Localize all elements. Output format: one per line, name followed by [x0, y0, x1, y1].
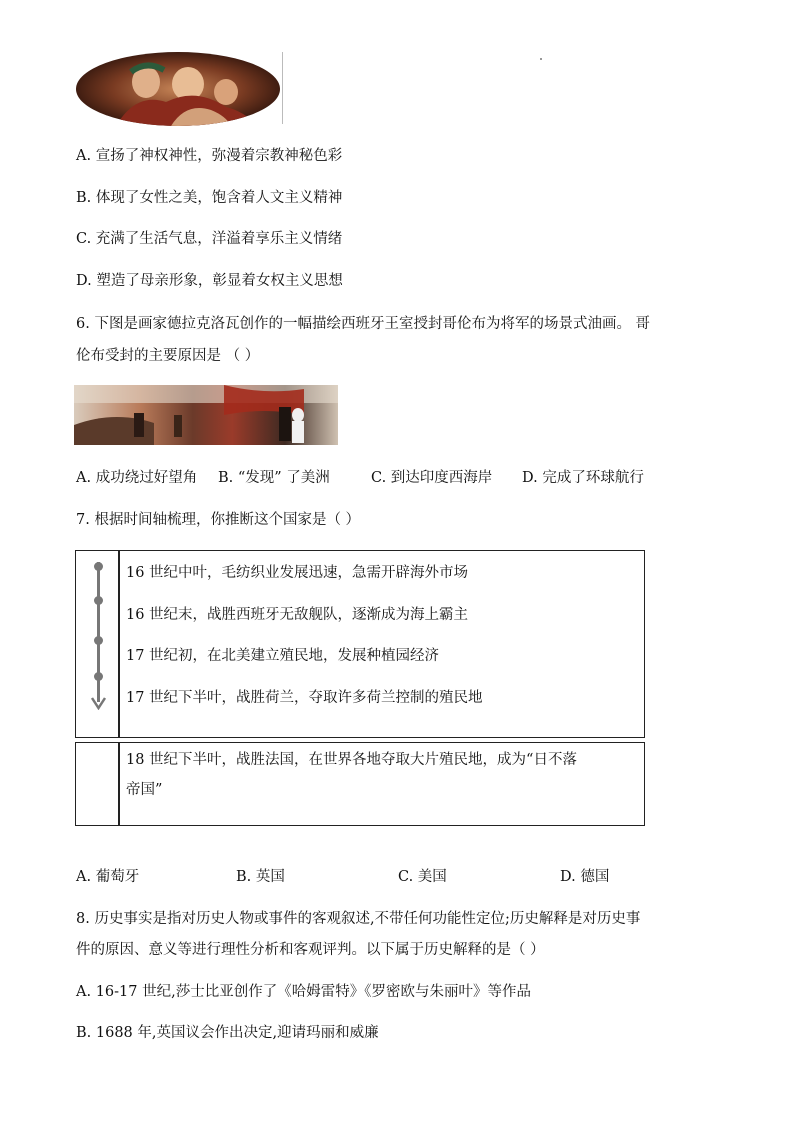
stray-dot	[540, 58, 542, 60]
q5-option-b: B. 体现了女性之美，饱含着人文主义精神	[76, 190, 343, 206]
q5-option-a: A. 宣扬了神权神性，弥漫着宗教神秘色彩	[76, 148, 343, 164]
timeline-entry-5-line1: 18 世纪下半叶，战胜法国，在世界各地夺取大片殖民地，成为“日不落	[126, 752, 577, 768]
timeline-entry-1: 16 世纪中叶，毛纺织业发展迅速，急需开辟海外市场	[126, 565, 469, 581]
timeline-arrow-down-icon	[90, 696, 107, 710]
q6-option-a: A. 成功绕过好望角	[76, 470, 198, 486]
timeline-axis	[97, 562, 100, 702]
timeline-dot-3	[94, 636, 103, 645]
q5-option-d: D. 塑造了母亲形象，彰显着女权主义思想	[76, 273, 343, 289]
q7-stem: 7. 根据时间轴梳理，你推断这个国家是（ ）	[76, 512, 361, 528]
q6-option-d: D. 完成了环球航行	[522, 470, 644, 486]
q8-option-b: B. 1688 年,英国议会作出决定,迎请玛丽和威廉	[76, 1025, 379, 1041]
q7-option-b: B. 英国	[236, 869, 285, 885]
columbus-painting-image	[74, 385, 338, 445]
painting-figures-icon	[76, 52, 280, 126]
timeline-dot-1	[94, 562, 103, 571]
q6-stem-line1: 6. 下图是画家德拉克洛瓦创作的一幅描绘西班牙王室授封哥伦布为将军的场景式油画。 哥	[76, 316, 651, 332]
timeline-divider-2	[118, 743, 120, 825]
q7-option-c: C. 美国	[398, 869, 447, 885]
q7-option-d: D. 德国	[560, 869, 610, 885]
timeline-entry-5-line2: 帝国”	[126, 782, 163, 798]
q6-option-c: C. 到达印度西海岸	[371, 470, 493, 486]
q6-stem-line2: 伦布受封的主要原因是 （ ）	[76, 348, 260, 364]
timeline-entry-3: 17 世纪初，在北美建立殖民地，发展种植园经济	[126, 648, 440, 664]
timeline-entry-2: 16 世纪末，战胜西班牙无敌舰队，逐渐成为海上霸主	[126, 607, 469, 623]
timeline-dot-4	[94, 672, 103, 681]
madonna-painting-image	[76, 52, 280, 126]
q8-stem-line2: 件的原因、意义等进行理性分析和客观评判。以下属于历史解释的是（ ）	[76, 942, 545, 958]
q7-option-a: A. 葡萄牙	[76, 869, 140, 885]
timeline-divider	[118, 551, 120, 737]
q8-stem-line1: 8. 历史事实是指对历史人物或事件的客观叙述,不带任何功能性定位;历史解释是对历史事	[76, 911, 641, 927]
q5-option-c: C. 充满了生活气息，洋溢着享乐主义情绪	[76, 231, 343, 247]
timeline-entry-4: 17 世纪下半叶，战胜荷兰，夺取许多荷兰控制的殖民地	[126, 690, 483, 706]
timeline-dot-2	[94, 596, 103, 605]
painting-scene-icon	[74, 385, 338, 445]
q6-option-b: B. “发现” 了美洲	[218, 470, 330, 486]
q8-option-a: A. 16-17 世纪,莎士比亚创作了《哈姆雷特》《罗密欧与朱丽叶》等作品	[76, 984, 531, 1000]
divider-line	[282, 52, 283, 124]
